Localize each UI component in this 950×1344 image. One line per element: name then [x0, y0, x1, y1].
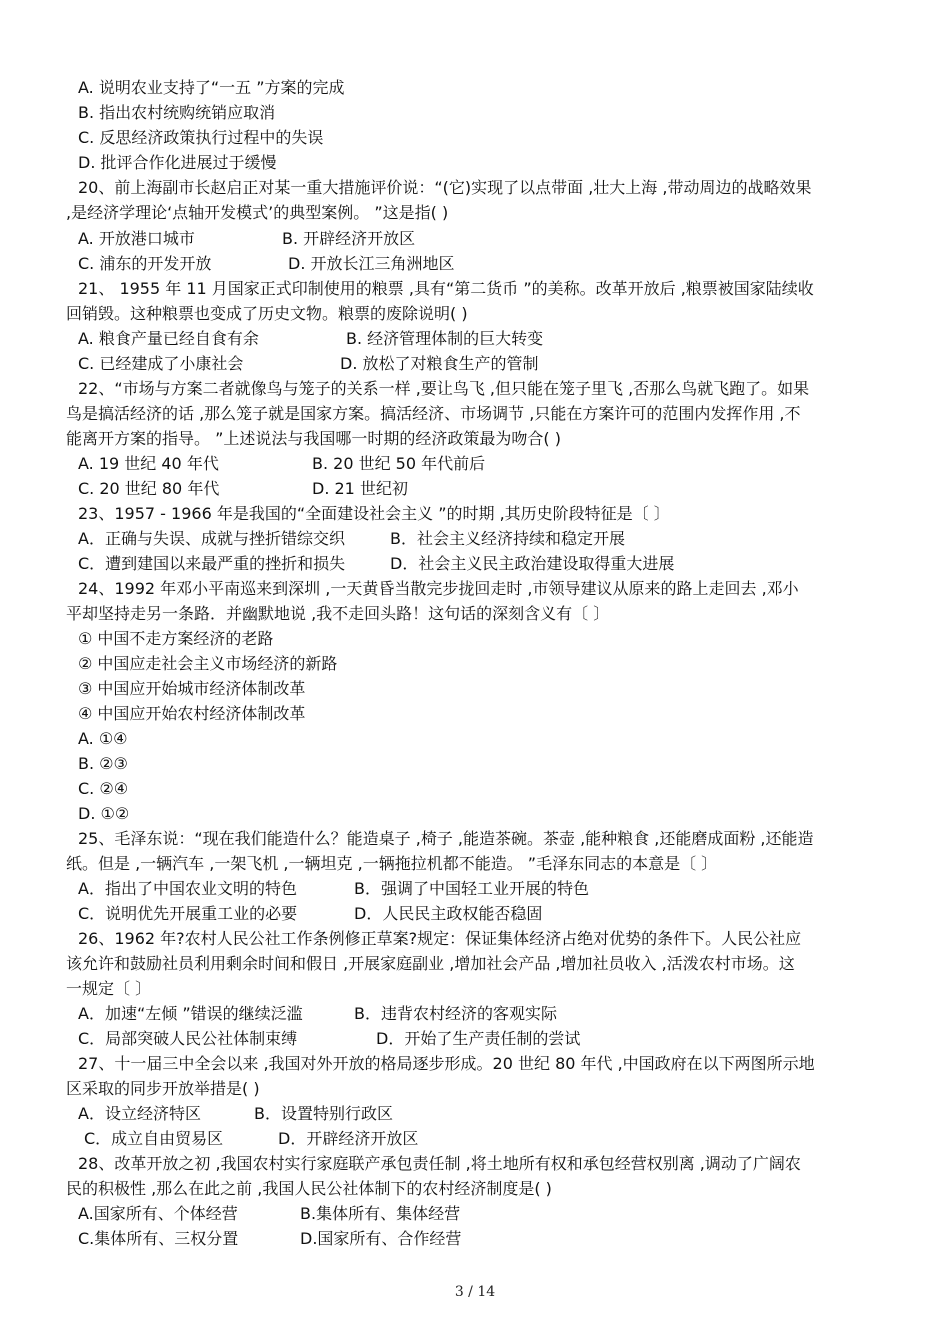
q21-option-b: B. 经济管理体制的巨大转变 — [346, 329, 544, 348]
q28-stem-line-1: 28、改革开放之初 ,我国农村实行家庭联产承包责任制 ,将土地所有权和承包经营权别离 ,调动了广阔农 — [78, 1154, 801, 1173]
q25-options-row-1 — [78, 876, 890, 901]
q25-option-c: C．说明优先开展重工业的必要 — [78, 904, 298, 923]
q28-options-row-1 — [78, 1201, 890, 1226]
q25-stem-line-2: 纸。但是 ,一辆汽车 ,一架飞机 ,一辆坦克 ,一辆拖拉机都不能造。 ”毛泽东同志的本意是〔 〕 — [66, 854, 718, 873]
q21-option-a: A. 粮食产量已经自食有余 — [78, 329, 259, 348]
q27-option-b: B．设置特别行政区 — [254, 1104, 393, 1123]
q21-option-d: D. 放松了对粮食生产的管制 — [340, 354, 539, 373]
q23-stem: 23、1957 - 1966 年是我国的“全面建设社会主义 ”的时期 ,其历史阶段特征是〔 〕 — [78, 504, 670, 523]
q22-option-a: A. 19 世纪 40 年代 — [78, 454, 219, 473]
q26-stem-line-3: 一规定〔 〕 — [66, 979, 152, 998]
q22-option-b: B. 20 世纪 50 年代前后 — [312, 454, 486, 473]
q24-item-3: ③ 中国应开始城市经济体制改革 — [78, 679, 306, 698]
q26-options-row-2 — [78, 1026, 890, 1051]
q22-stem-line-3: 能离开方案的指导。 ”上述说法与我国哪一时期的经济政策最为吻合( ) — [66, 429, 561, 448]
q26-option-a: A．加速“左倾 ”错误的继续泛滥 — [78, 1004, 303, 1023]
q19-option-c: C. 反思经济政策执行过程中的失误 — [78, 128, 324, 147]
q22-option-d: D. 21 世纪初 — [312, 479, 408, 498]
q26-option-d: D．开始了生产责任制的尝试 — [376, 1029, 581, 1048]
q20-option-b: B. 开辟经济开放区 — [282, 229, 416, 248]
q24-item-1: ① 中国不走方案经济的老路 — [78, 629, 274, 648]
q28-stem-line-2: 民的积极性 ,那么在此之前 ,我国人民公社体制下的农村经济制度是( ) — [66, 1179, 552, 1198]
q25-stem-line-1: 25、毛泽东说：“现在我们能造什么？能造桌子 ,椅子 ,能造茶碗。茶壶 ,能种粮食 ,还能磨成面粉 ,还能造 — [78, 829, 814, 848]
q21-options-row-2 — [78, 351, 890, 376]
q27-options-row-2 — [84, 1126, 896, 1151]
q21-stem-line-1: 21、 1955 年 11 月国家正式印制使用的粮票 ,具有“第二货币 ”的美称。改革开放后 ,粮票被国家陆续收 — [78, 279, 814, 298]
q24-option-d: D. ①② — [78, 804, 130, 823]
q20-option-d: D. 开放长江三角洲地区 — [288, 254, 455, 273]
q22-options-row-2 — [78, 476, 890, 501]
q27-option-d: D．开辟经济开放区 — [278, 1129, 419, 1148]
q25-option-d: D．人民民主政权能否稳固 — [354, 904, 543, 923]
q26-option-b: B．违背农村经济的客观实际 — [354, 1004, 557, 1023]
q28-option-b: B.集体所有、集体经营 — [300, 1204, 461, 1223]
q27-options-row-1 — [78, 1101, 890, 1126]
q27-stem-line-2: 区采取的同步开放举措是( ) — [66, 1079, 260, 1098]
q24-option-c: C. ②④ — [78, 779, 129, 798]
q21-option-c: C. 已经建成了小康社会 — [78, 354, 244, 373]
q26-stem-line-1: 26、1962 年?农村人民公社工作条例修正草案?规定：保证集体经济占绝对优势的条件下。人民公社应 — [78, 929, 802, 948]
q26-option-c: C．局部突破人民公社体制束缚 — [78, 1029, 298, 1048]
q24-item-4: ④ 中国应开始农村经济体制改革 — [78, 704, 306, 723]
q28-option-d: D.国家所有、合作经营 — [300, 1229, 462, 1248]
q25-options-row-2 — [78, 901, 890, 926]
q25-option-a: A．指出了中国农业文明的特色 — [78, 879, 297, 898]
q21-stem-line-2: 回销毁。这种粮票也变成了历史文物。粮票的废除说明( ) — [66, 304, 468, 323]
q23-option-b: B．社会主义经济持续和稳定开展 — [390, 529, 625, 548]
q24-stem-line-2: 平却坚持走另一条路．并幽默地说 ,我不走回头路！这句话的深刻含义有〔 〕 — [66, 604, 610, 623]
q20-option-c: C. 浦东的开发开放 — [78, 254, 212, 273]
q20-stem-line-1: 20、前上海副市长赵启正对某一重大措施评价说：“(它)实现了以点带面 ,壮大上海 ,带动周边的战略效果 — [78, 178, 812, 197]
q20-options-row-1 — [78, 226, 890, 251]
q27-stem-line-1: 27、十一届三中全会以来 ,我国对外开放的格局逐步形成。20 世纪 80 年代 ,中国政府在以下两图所示地 — [78, 1054, 815, 1073]
q20-stem-line-2: ,是经济学理论‘点轴开发模式’的典型案例。 ”这是指( ) — [66, 203, 449, 222]
q26-options-row-1 — [78, 1001, 890, 1026]
q28-options-row-2 — [78, 1226, 890, 1251]
q25-option-b: B．强调了中国轻工业开展的特色 — [354, 879, 589, 898]
q23-option-d: D．社会主义民主政治建设取得重大进展 — [390, 554, 675, 573]
q27-option-c: C．成立自由贸易区 — [84, 1129, 224, 1148]
q22-options-row-1 — [78, 451, 890, 476]
q22-stem-line-2: 鸟是搞活经济的话 ,那么笼子就是国家方案。搞活经济、市场调节 ,只能在方案许可的范围内发挥作用 ,不 — [66, 404, 801, 423]
q23-options-row-2 — [78, 551, 890, 576]
q20-option-a: A. 开放港口城市 — [78, 229, 195, 248]
q28-option-c: C.集体所有、三权分置 — [78, 1229, 239, 1248]
q26-stem-line-2: 该允许和鼓励社员利用剩余时间和假日 ,开展家庭副业 ,增加社会产品 ,增加社员收入 ,活泼农村市场。这 — [66, 954, 795, 973]
q19-option-b: B. 指出农村统购统销应取消 — [78, 103, 276, 122]
q23-options-row-1 — [78, 526, 890, 551]
q23-option-a: A．正确与失误、成就与挫折错综交织 — [78, 529, 345, 548]
q28-option-a: A.国家所有、个体经营 — [78, 1204, 238, 1223]
q19-option-a: A. 说明农业支持了“一五 ”方案的完成 — [78, 78, 345, 97]
q22-option-c: C. 20 世纪 80 年代 — [78, 479, 220, 498]
q27-option-a: A．设立经济特区 — [78, 1104, 201, 1123]
q22-stem-line-1: 22、“市场与方案二者就像鸟与笼子的关系一样 ,要让鸟飞 ,但只能在笼子里飞 ,否那么鸟就飞跑了。如果 — [78, 379, 810, 398]
q24-stem-line-1: 24、1992 年邓小平南巡来到深圳 ,一天黄昏当散完步拢回走时 ,市领导建议从原来的路上走回去 ,邓小 — [78, 579, 799, 598]
q24-option-b: B. ②③ — [78, 754, 128, 773]
q21-options-row-1 — [78, 326, 890, 351]
q19-option-d: D. 批评合作化进展过于缓慢 — [78, 153, 277, 172]
q23-option-c: C．遭到建国以来最严重的挫折和损失 — [78, 554, 346, 573]
q24-item-2: ② 中国应走社会主义市场经济的新路 — [78, 654, 338, 673]
q24-option-a: A. ①④ — [78, 729, 128, 748]
page-number: 3 / 14 — [454, 1284, 496, 1300]
q20-options-row-2 — [78, 251, 890, 276]
